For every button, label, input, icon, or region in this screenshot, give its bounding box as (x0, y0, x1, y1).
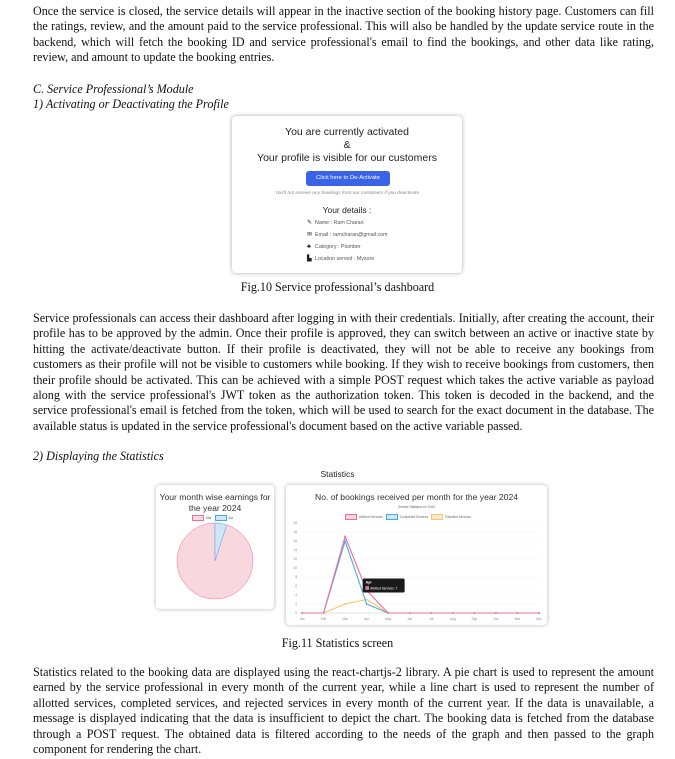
x-tick-label: Sep (471, 617, 478, 621)
data-point[interactable] (366, 603, 368, 605)
y-tick-label: 12 (293, 557, 297, 561)
x-tick-label: Apr (364, 617, 370, 621)
legend-label-allotted: Allotted Services (359, 515, 383, 519)
x-tick-label: Mar (342, 617, 348, 621)
y-tick-label: 2 (295, 602, 297, 606)
statistics-paragraph: Statistics related to the booking data are displayed using the react-chartjs-2 library. A pie chart is used to represent the amount earned by the service professional in every month of the current year, while a line chart is used to represent the number of allotted services, completed services, and rejected services in every month of the current year. If the data is unavailable, a message is displayed indicating that the data is insufficient to depict the chart. The booking data is fetched from the database through a POST request. The obtained data is filtered according to the needs of the graph and then passed to the graph component for rendering the chart. (33, 665, 654, 757)
line-chart-svg (286, 485, 547, 625)
y-tick-label: 16 (293, 539, 297, 543)
legend-label-apr: Apr (228, 516, 234, 520)
legend-label-rejected: Rejected Services (445, 515, 471, 519)
dashboard-paragraph: Service professionals can access their dashboard after logging in with their credentials. Initially, after creating the account, their profile has to be approved by the admin. Once their profile is approved, they can switch between an active or inactive state by hitting the activate/deactivate button. If their profile is deactivated, they will not be able to receive any bookings from customers as their profile will not be visible to customers while booking. If they wish to receive bookings from customers, then their profile should be activated. This can be achieved with a simple POST request which takes the active variable as payload along with the service professional's JWT token as the authorization token. This token is decoded in the backend, and the service professional's email is fetched from the token, which will be used to search for the exact document in the database. The available status is updated in the service professional's document based on the active variable passed. (33, 311, 654, 433)
data-point[interactable] (323, 612, 325, 614)
deactivate-button[interactable]: Click here to De-Activate (306, 171, 390, 186)
pie-chart-title: Your month wise earnings for the year 2024 (159, 492, 271, 513)
tooltip-title: Apr (365, 580, 372, 585)
y-tick-label: 0 (295, 611, 297, 615)
series-line-allotted-services[interactable] (302, 537, 539, 614)
x-tick-label: Jan (299, 617, 305, 621)
data-point[interactable] (473, 612, 475, 614)
detail-location: ▙ Location served : Mysore (307, 256, 375, 262)
line-chart-panel (286, 485, 547, 625)
category-icon: ♣ (307, 244, 311, 250)
tooltip-label: Allotted Services: 7 (370, 586, 398, 591)
y-tick-label: 20 (293, 521, 297, 525)
city-icon: ▙ (307, 256, 312, 262)
data-point[interactable] (344, 603, 346, 605)
y-tick-label: 14 (293, 548, 297, 552)
data-point[interactable] (495, 612, 497, 614)
data-point[interactable] (301, 612, 303, 614)
fig11-caption: Fig.11 Statistics screen (281, 636, 394, 650)
series-line-rejected-services[interactable] (302, 600, 539, 614)
x-tick-label: Jul (429, 617, 434, 621)
data-point[interactable] (409, 612, 411, 614)
fig10-caption: Fig.10 Service professional’s dashboard (240, 280, 435, 294)
data-point[interactable] (366, 599, 368, 601)
x-tick-label: May (385, 617, 392, 621)
legend-label-mar: Mar (206, 516, 212, 520)
tooltip-swatch (366, 587, 369, 590)
detail-name: ✎ Name : Ram Charan (307, 220, 364, 226)
data-point[interactable] (517, 612, 519, 614)
x-tick-label: Aug (449, 617, 456, 621)
data-point[interactable] (538, 612, 540, 614)
deactivate-note: You'll not receive any bookings from our customers if you deactivate (274, 191, 420, 196)
detail-category: ♣ Category : Plumber (307, 244, 361, 250)
y-tick-label: 4 (295, 593, 297, 597)
x-tick-label: Dec (536, 617, 542, 621)
intro-paragraph: Once the service is closed, the service details will appear in the inactive section of the booking history page. Customers can fill the ratings, review, and the amount paid to the service professional. This will also be handled by the update service route in the backend, which will fetch the booking ID and service professional's email to find the bookings, and other data like rating, review, and amount to update the booking entries. (33, 4, 654, 65)
data-point[interactable] (430, 612, 432, 614)
y-tick-label: 8 (295, 575, 297, 579)
x-tick-label: Feb (320, 617, 327, 621)
details-title: Your details : (322, 205, 372, 215)
subsection-heading-2: 2) Displaying the Statistics (33, 449, 164, 463)
y-tick-label: 10 (293, 566, 297, 570)
status-line-1: You are currently activated (285, 126, 409, 138)
pie-chart-svg (156, 485, 274, 609)
y-tick-label: 18 (293, 530, 297, 534)
pie-chart-panel (156, 485, 274, 609)
x-tick-label: Nov (514, 617, 521, 621)
y-tick-label: 6 (295, 584, 297, 588)
status-ampersand: & (343, 139, 351, 151)
data-point[interactable] (452, 612, 454, 614)
legend-label-completed: Completed Services (399, 515, 429, 519)
section-heading-c: C. Service Professional’s Module (33, 82, 194, 96)
subsection-heading-1: 1) Activating or Deactivating the Profile (33, 97, 229, 111)
data-point[interactable] (387, 612, 389, 614)
statistics-title: Statistics (320, 469, 355, 479)
pen-icon: ✎ (307, 220, 313, 226)
detail-email: ✉ Email : ramcharan@gmail.com (307, 232, 388, 238)
x-tick-label: Oct (493, 617, 499, 621)
line-chart-title: No. of bookings received per month for the year 2024 (314, 492, 519, 502)
line-chart-subtitle: Service Statistics for 2024 (398, 505, 435, 509)
envelope-icon: ✉ (307, 232, 313, 238)
dashboard-card (232, 116, 462, 273)
status-line-2: Your profile is visible for our customers (257, 152, 437, 164)
x-tick-label: Jun (407, 617, 413, 621)
data-point[interactable] (344, 536, 346, 538)
